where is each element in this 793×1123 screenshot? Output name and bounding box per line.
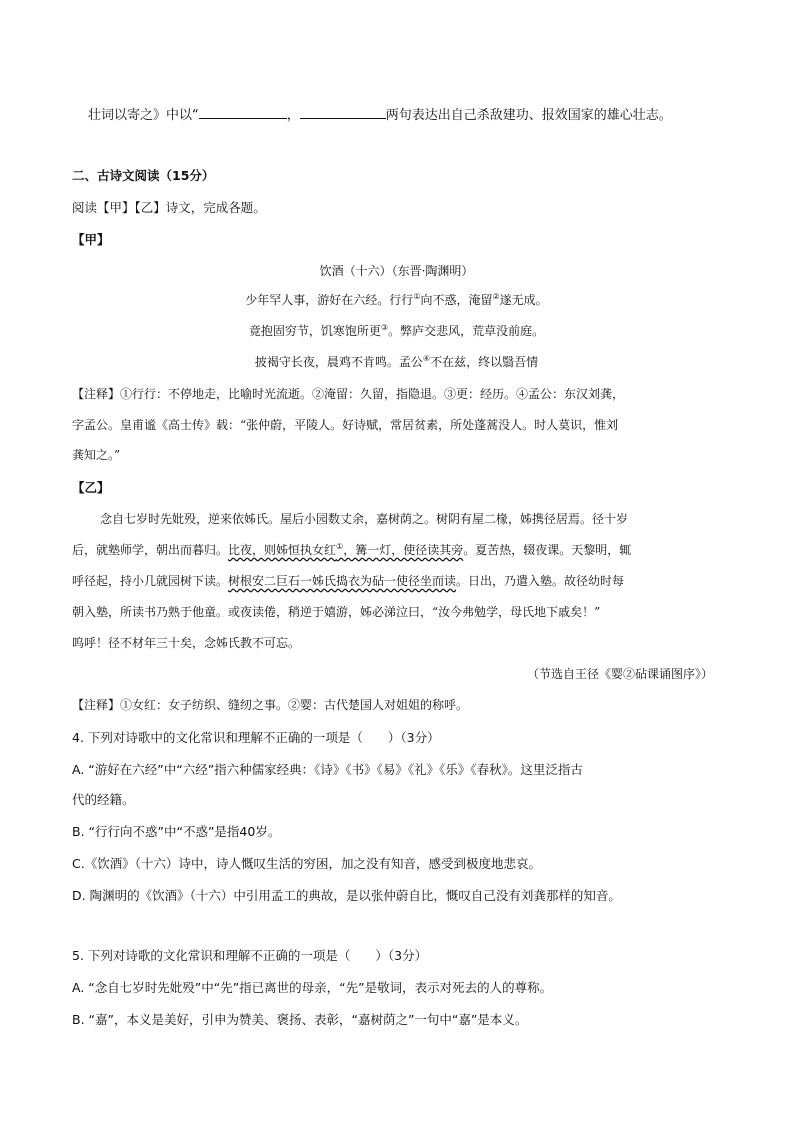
poem-text: 竟抱固穷节，饥寒饱所更 [248, 324, 381, 338]
yi-note: 【注释】①女红：女子纺织、缝纫之事。②婴：古代楚国人对姐姐的称呼。 [72, 698, 469, 712]
footnote-mark: ② [492, 292, 500, 301]
q4-option-b: B. “行行向不惑”中“不惑”是指40岁。 [72, 824, 281, 839]
poem-text: 不在兹，终以翳吾情 [430, 355, 539, 369]
poem-line-1 [0, 291, 793, 308]
footnote-mark: ① [336, 542, 344, 551]
prose-source: （节选自王径《婴②砧课诵图序》） [526, 667, 713, 681]
poem-text: 向不惑，淹留 [420, 293, 493, 307]
q4-option-c: C.《饮酒》（十六）诗中，诗人慨叹生活的穷困，加之没有知音，感受到极度地悲哀。 [72, 856, 541, 871]
q4-option-a-line-1: A. “游好在六经”中“六经”指六种儒家经典：《诗》《书》《易》《礼》《乐》《春秋》。这里泛指古 [72, 762, 583, 777]
yi-label: 【乙】 [72, 480, 110, 495]
poem-text: 。弊庐交悲风，荒草没前庭。 [388, 324, 545, 338]
poem-text: 遂无成。 [499, 293, 548, 307]
prose-text: 呼径起，持小几就园树下读。 [72, 574, 229, 588]
q4-option-a-line-2: 代的经籍。 [72, 792, 135, 807]
q5-stem: 5. 下列对诗歌的文化常识和理解不正确的一项是（ ）（3分） [72, 948, 428, 963]
instruction: 阅读【甲】【乙】诗文，完成各题。 [72, 200, 266, 215]
footnote-mark: ① [413, 292, 421, 301]
underlined-sentence-2: 树根安二巨石一姊氏捣衣为砧一使径坐而读 [228, 574, 457, 588]
footnote-mark: ④ [422, 354, 431, 363]
blank-2[interactable] [300, 105, 386, 119]
poem-line-2 [0, 322, 793, 339]
q5-option-a: A. “念自七岁时先妣殁”中“先”指已离世的母亲，“先”是敬词，表示对死去的人的尊称。 [72, 980, 553, 995]
fill-blank-line [88, 104, 672, 123]
poem-title: 饮酒（十六）（东晋·陶渊明） [319, 264, 474, 278]
q4-stem: 4. 下列对诗歌中的文化常识和理解不正确的一项是（ ）（3分） [72, 730, 440, 745]
poem-text: 披褐守长夜，晨鸡不肯鸣。孟公 [254, 355, 423, 369]
fill-blank-comma: ， [286, 108, 300, 123]
jia-note-line-2: 字孟公。皇甫谧《高士传》载：“张仲蔚，平陵人。好诗赋，常居贫素，所处蓬蒿没人。时人莫识，惟刘 [72, 418, 619, 432]
jia-note-line-3: 龚知之。” [72, 448, 121, 462]
prose-text: 比夜，则姊恒执女红 [228, 543, 337, 557]
prose-text: 。夏苦热，辍夜课。天黎明，辄 [463, 543, 632, 557]
jia-note-line-1: 【注释】①行行：不停地走，比喻时光流逝。②淹留：久留，指隐退。③更：经历。④孟公：东汉刘龚， [72, 387, 625, 401]
prose-text: ，篝一灯，使径读其旁 [343, 543, 464, 557]
underlined-sentence-1 [228, 543, 463, 557]
footnote-mark: ③ [380, 323, 389, 332]
blank-1[interactable] [199, 105, 287, 119]
poem-line-3 [0, 353, 793, 370]
poem-text: 少年罕人事，游好在六经。行行 [245, 293, 414, 307]
q5-option-b: B. “嘉”，本义是美好，引申为赞美、褒扬、表彰，“嘉树荫之”一句中“嘉”是本义。 [72, 1012, 528, 1027]
fill-blank-suffix: 两句表达出自己杀敌建功、报效国家的雄心壮志。 [385, 108, 672, 123]
jia-label: 【甲】 [72, 232, 110, 247]
prose-line-3 [72, 572, 624, 589]
q4-option-d: D. 陶渊明的《饮酒》（十六）中引用孟工的典故，是以张仲蔚自比，慨叹自己没有刘龚那样的知音。 [72, 888, 621, 903]
prose-line-2 [72, 541, 631, 558]
section-2-title: 二、古诗文阅读（15分） [72, 168, 215, 183]
fill-blank-prefix: 壮词以寄之》中以“ [88, 108, 199, 123]
prose-line-1: 念自七岁时先妣殁，逆来依姊氏。屋后小园数丈余，嘉树荫之。树阴有屋二椽，姊携径居焉。径十岁 [100, 512, 629, 526]
prose-line-4: 朝入塾，所读书乃熟于他童。或夜读倦，稍逆于嬉游，姊必涕泣曰，“汝今弗勉学，母氏地下戚矣！” [72, 605, 601, 619]
prose-text: 。日出，乃遣入塾。故径幼时每 [456, 574, 625, 588]
prose-line-5: 呜呼！径不材年三十矣，念姊氏教不可忘。 [72, 636, 301, 650]
prose-text: 后，就塾师学，朝出而暮归。 [72, 543, 229, 557]
